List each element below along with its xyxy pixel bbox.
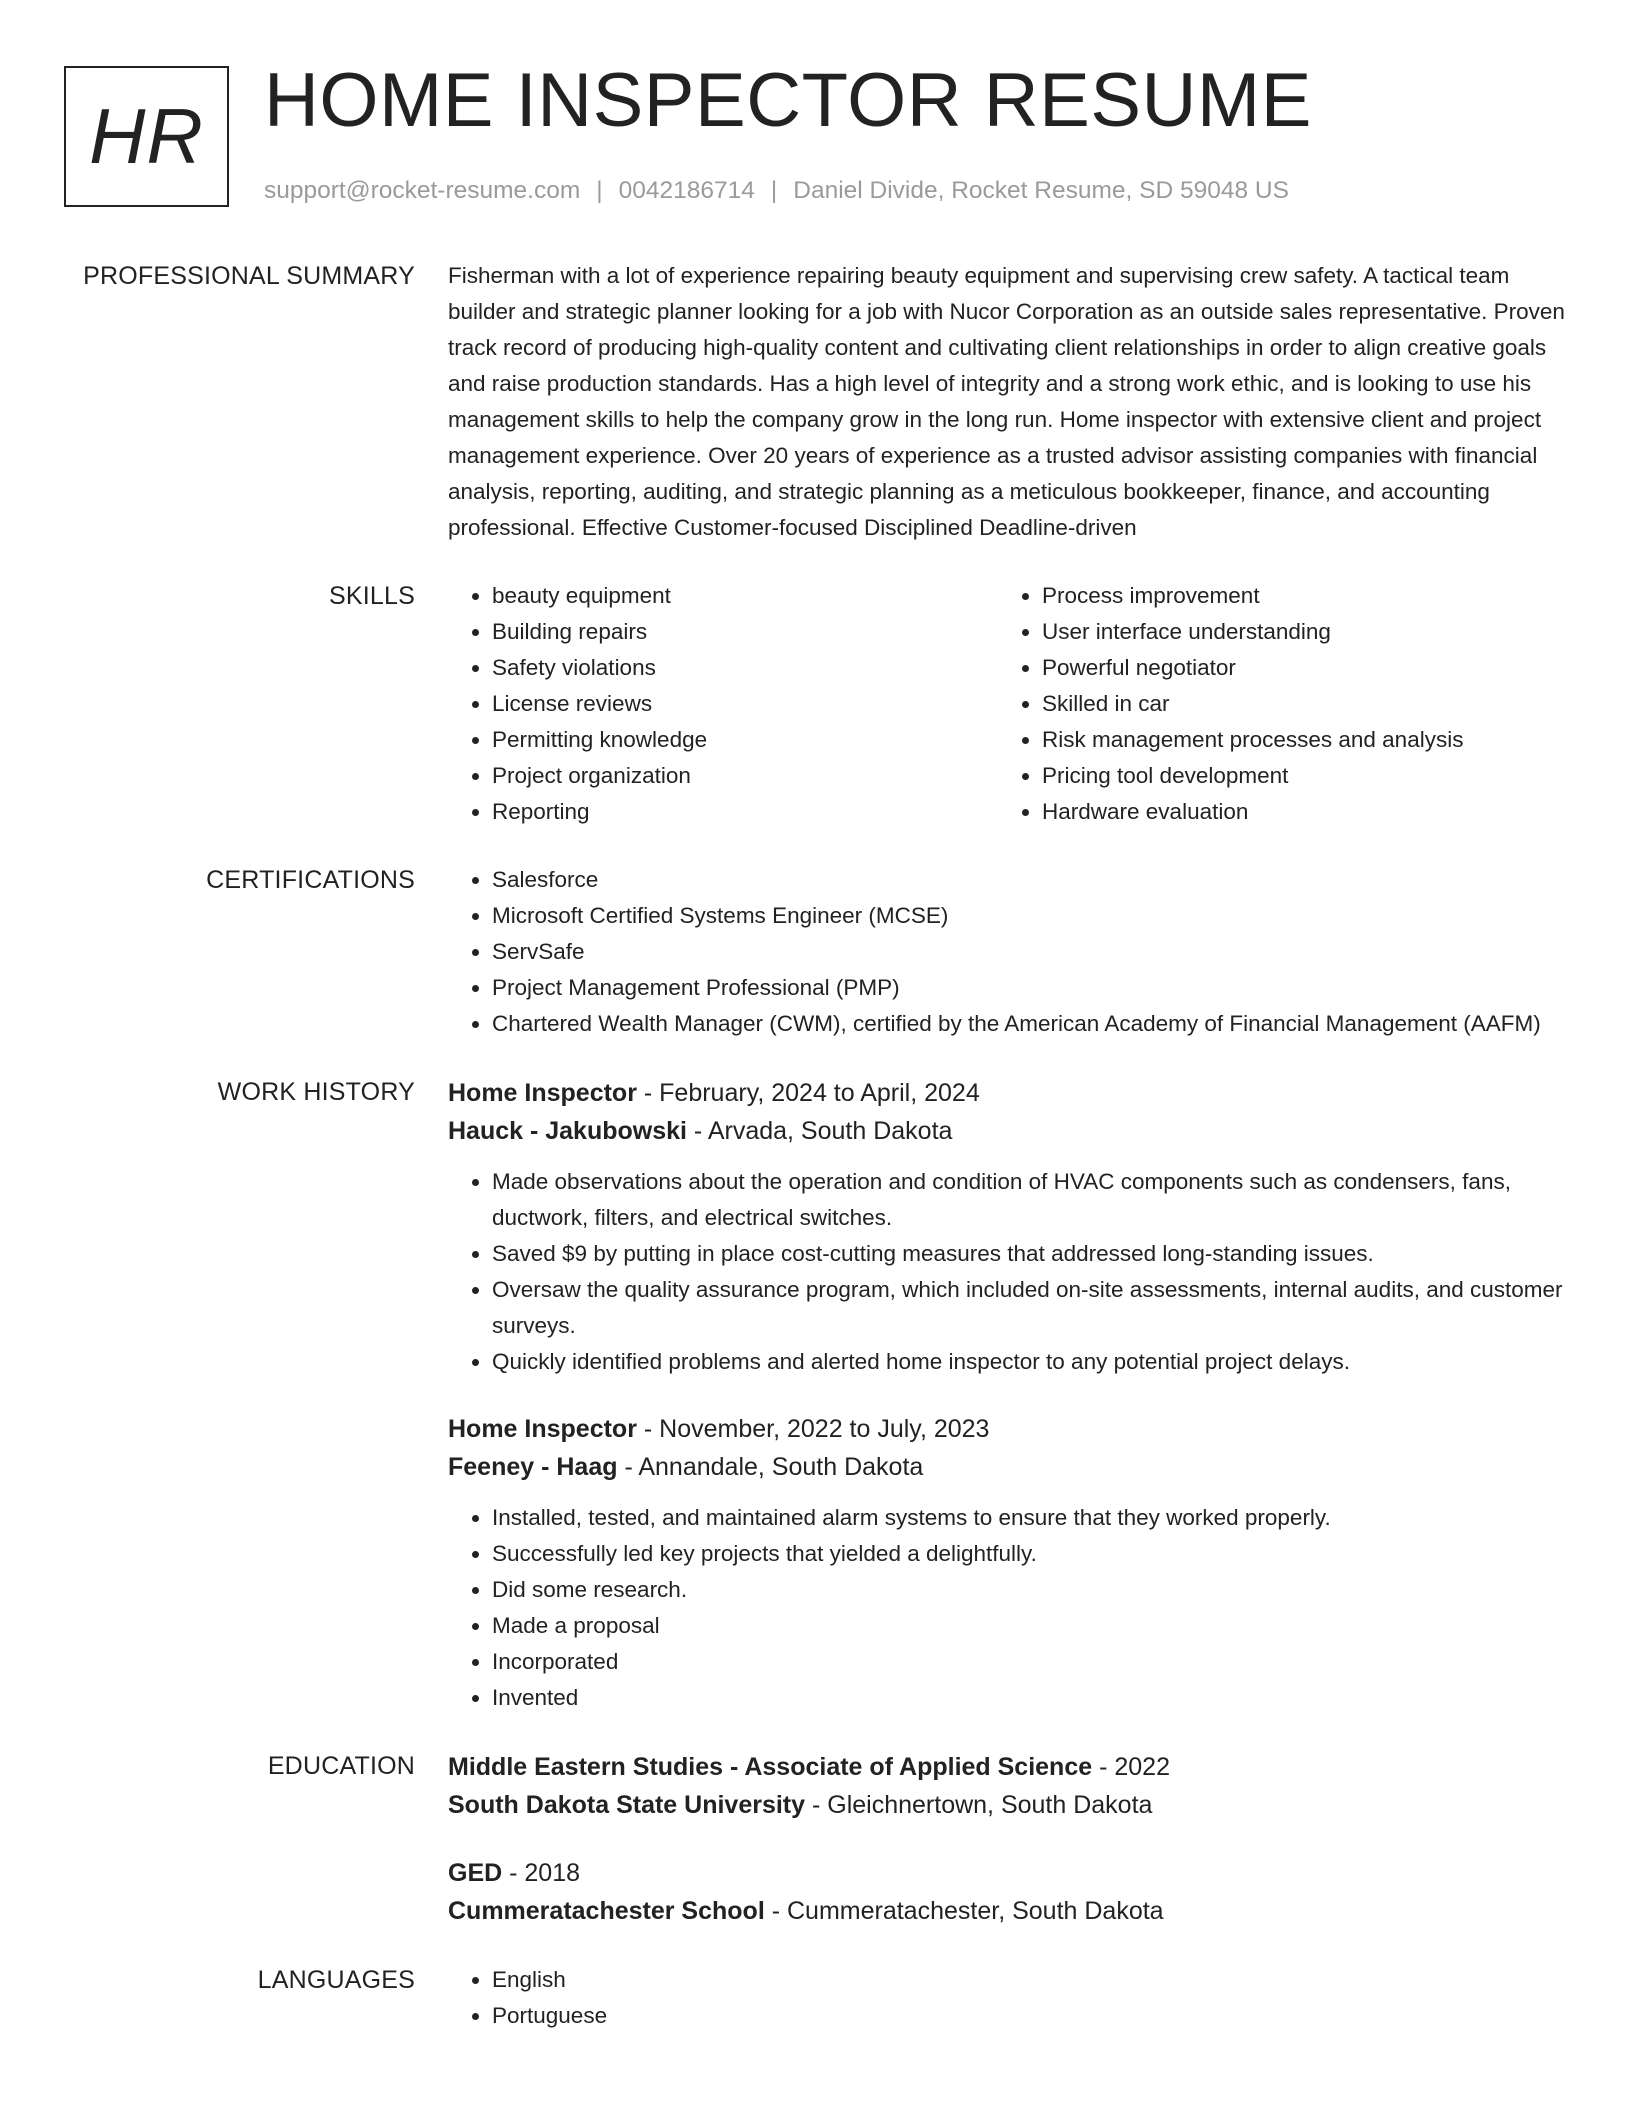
section-title-certifications: CERTIFICATIONS — [206, 866, 415, 894]
education-location: - Cummeratachester, South Dakota — [764, 1897, 1164, 1925]
education-school: Cummeratachester School — [448, 1897, 765, 1925]
job-role-line — [448, 1410, 1570, 1448]
certification-item: • Microsoft Certified Systems Engineer (MCSE) — [492, 898, 1570, 934]
job-bullet: • Invented — [492, 1680, 1570, 1716]
contact-address: Daniel Divide, Rocket Resume, SD 59048 US — [793, 177, 1289, 204]
education-degree: GED — [448, 1859, 503, 1887]
summary-text: Fisherman with a lot of experience repairing beauty equipment and supervising crew safety. A tactical team builder and strategic planner looking for a job with Nucor Corporation as an outside sales representative. Proven track record of producing high-quality content and cultivating client relationships in order to align creative goals and raise production standards. Has a high level of integrity and a strong work ethic, and is looking to use his management skills to help the company grow in the long run. Home inspector with extensive client and project management experience. Over 20 years of experience as a trusted advisor assisting companies with financial analysis, reporting, auditing, and strategic planning as a meticulous bookkeeper, finance, and accounting professional. Effective Customer-focused Disciplined Deadline-driven — [448, 263, 1565, 540]
contact-phone[interactable]: 0042186714 — [618, 177, 755, 204]
education-body — [448, 1748, 1570, 1930]
contact-separator: | — [596, 177, 603, 204]
job-bullet: • Made a proposal — [492, 1608, 1570, 1644]
job-bullet: • Did some research. — [492, 1572, 1570, 1608]
skill-item: • Safety violations — [492, 650, 998, 686]
job-entry — [448, 1074, 1570, 1380]
skill-item: • Risk management processes and analysis — [1042, 722, 1548, 758]
education-entry — [448, 1854, 1570, 1930]
skill-item: • Hardware evaluation — [1042, 794, 1548, 830]
contact-line — [264, 174, 1289, 208]
languages-list — [448, 1962, 1570, 2034]
education-degree: Middle Eastern Studies - Associate of Applied Science — [448, 1753, 1093, 1781]
skill-item: • Reporting — [492, 794, 998, 830]
section-title-skills: SKILLS — [329, 582, 415, 610]
resume-title: HOME INSPECTOR RESUME — [264, 58, 1312, 143]
education-school: South Dakota State University — [448, 1791, 806, 1819]
education-school-line — [448, 1786, 1570, 1824]
skill-item: • beauty equipment — [492, 578, 998, 614]
skills-list-right — [998, 578, 1548, 830]
job-bullet: • Successfully led key projects that yielded a delightfully. — [492, 1536, 1570, 1572]
contact-separator: | — [770, 177, 778, 204]
summary-body — [448, 258, 1570, 546]
job-company: Feeney - Haag — [448, 1453, 618, 1481]
job-role: Home Inspector — [448, 1079, 637, 1107]
skill-item: • Process improvement — [1042, 578, 1548, 614]
certification-item: • Project Management Professional (PMP) — [492, 970, 1570, 1006]
skill-item: • Pricing tool development — [1042, 758, 1548, 794]
certification-item: • Salesforce — [492, 862, 1570, 898]
skills-grid — [448, 578, 1570, 830]
skill-item: • User interface understanding — [1042, 614, 1548, 650]
section-summary — [0, 258, 1632, 546]
certifications-body — [448, 862, 1570, 1042]
languages-body — [448, 1962, 1570, 2034]
language-item: • Portuguese — [492, 1998, 1570, 2034]
job-company: Hauck - Jakubowski — [448, 1117, 687, 1145]
work-history-body — [448, 1074, 1570, 1716]
skills-list-left — [448, 578, 998, 830]
job-role-line — [448, 1074, 1570, 1112]
language-item: • English — [492, 1962, 1570, 1998]
section-languages — [0, 1962, 1632, 2034]
skill-item: • Permitting knowledge — [492, 722, 998, 758]
monogram-badge: HR — [64, 66, 229, 207]
job-bullet: • Installed, tested, and maintained alarm systems to ensure that they worked properly. — [492, 1500, 1570, 1536]
section-skills — [0, 578, 1632, 830]
job-dates: - November, 2022 to July, 2023 — [636, 1415, 990, 1443]
skill-item: • Project organization — [492, 758, 998, 794]
section-title-languages: LANGUAGES — [257, 1966, 415, 1994]
skill-item: • Skilled in car — [1042, 686, 1548, 722]
job-bullet: • Incorporated — [492, 1644, 1570, 1680]
skill-item: • Building repairs — [492, 614, 998, 650]
education-degree-line — [448, 1854, 1570, 1892]
section-title-work-history: WORK HISTORY — [217, 1078, 415, 1106]
resume-content — [0, 258, 1632, 2066]
job-bullets — [448, 1164, 1570, 1380]
education-year: - 2018 — [502, 1859, 581, 1887]
education-location: - Gleichnertown, South Dakota — [805, 1791, 1153, 1819]
certification-item: • Chartered Wealth Manager (CWM), certified by the American Academy of Financial Management (AAFM) — [492, 1006, 1570, 1042]
job-entry — [448, 1410, 1570, 1716]
education-degree-line — [448, 1748, 1570, 1786]
job-dates: - February, 2024 to April, 2024 — [636, 1079, 980, 1107]
job-company-line — [448, 1112, 1570, 1150]
section-education — [0, 1748, 1632, 1930]
section-certifications — [0, 862, 1632, 1042]
job-bullet: • Quickly identified problems and alerted home inspector to any potential project delays. — [492, 1344, 1570, 1380]
section-work-history — [0, 1074, 1632, 1716]
job-bullets — [448, 1500, 1570, 1716]
job-bullet: • Oversaw the quality assurance program, which included on-site assessments, internal audits, and customer surveys. — [492, 1272, 1570, 1344]
job-role: Home Inspector — [448, 1415, 637, 1443]
education-year: - 2022 — [1092, 1753, 1170, 1781]
job-location: - Annandale, South Dakota — [617, 1453, 924, 1481]
job-bullet: • Made observations about the operation and condition of HVAC components such as condensers, fans, ductwork, filters, and electrical switches. — [492, 1164, 1570, 1236]
education-entry — [448, 1748, 1570, 1824]
certifications-list — [448, 862, 1570, 1042]
section-title-education: EDUCATION — [267, 1752, 415, 1780]
skill-item: • License reviews — [492, 686, 998, 722]
education-school-line — [448, 1892, 1570, 1930]
skill-item: • Powerful negotiator — [1042, 650, 1548, 686]
job-company-line — [448, 1448, 1570, 1486]
contact-email[interactable]: support@rocket-resume.com — [264, 177, 581, 204]
section-title-summary: PROFESSIONAL SUMMARY — [83, 262, 415, 290]
job-bullet: • Saved $9 by putting in place cost-cutting measures that addressed long-standing issues. — [492, 1236, 1570, 1272]
job-location: - Arvada, South Dakota — [686, 1117, 953, 1145]
certification-item: • ServSafe — [492, 934, 1570, 970]
